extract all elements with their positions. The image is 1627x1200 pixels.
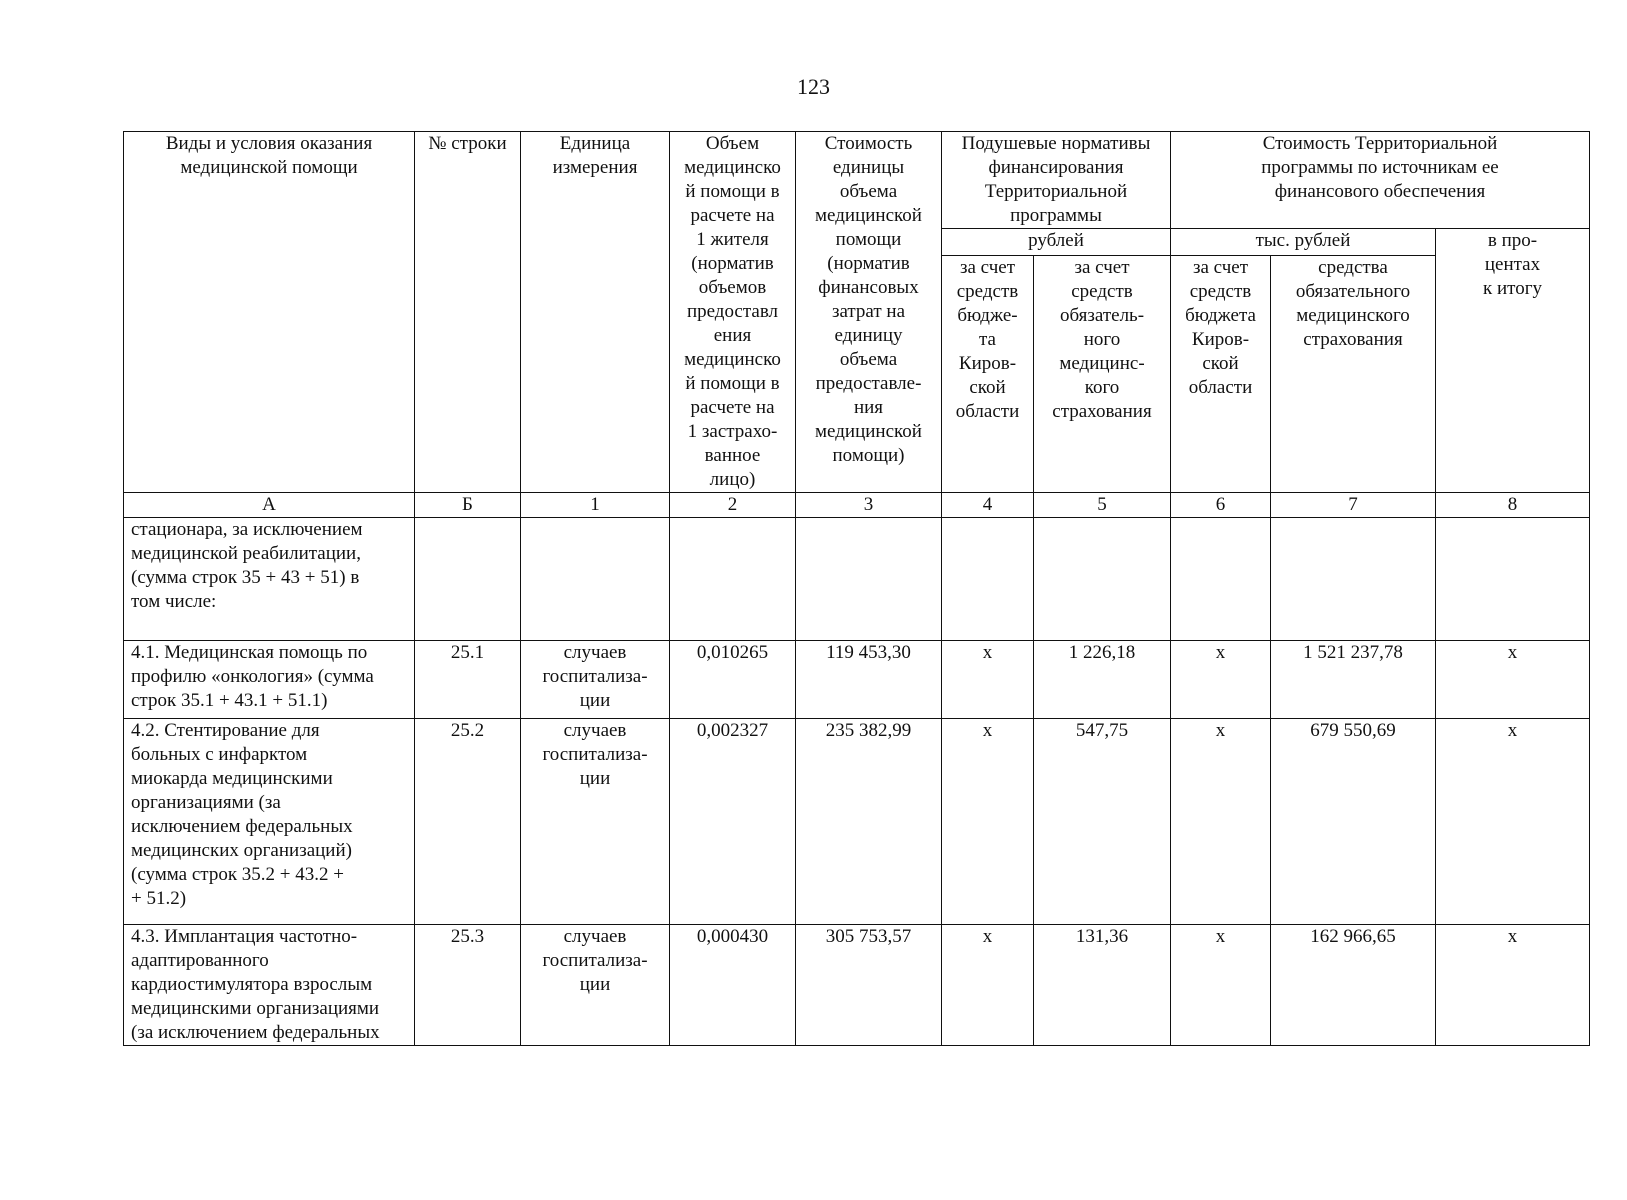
row-oms-per-capita: 131,36 [1034,925,1171,1046]
row-name: 4.3. Имплантация частотно- адаптированного кардиостимулятора взрослым медицинскими организациями (за исключением федеральных [124,925,415,1046]
row-unit-cost: 119 453,30 [796,641,942,719]
row-percent: х [1436,641,1590,719]
header-col-2: Объем медицинско й помощи в расчете на 1 жителя (норматив объемов предоставл ения медицинско й помощи в расчете на 1 застрахо- ванное лицо) [670,132,796,493]
row-unit-cost: 305 753,57 [796,925,942,1046]
column-letter: Б [415,493,521,518]
header-unit-thous-rub: тыс. рублей [1171,229,1436,256]
row-unit: случаев госпитализа- ции [521,641,670,719]
row-name: 4.1. Медицинская помощь по профилю «онкология» (сумма строк 35.1 + 43.1 + 51.1) [124,641,415,719]
row-oms-total: 162 966,65 [1271,925,1436,1046]
row-oms-per-capita: 1 226,18 [1034,641,1171,719]
header-col-3: Стоимость единицы объема медицинской помощи (норматив финансовых затрат на единицу объема предоставле- ния медицинской помощи) [796,132,942,493]
row-volume: 0,000430 [670,925,796,1046]
column-letter: 3 [796,493,942,518]
column-letter: А [124,493,415,518]
header-group-per-capita: Подушевые нормативы финансирования Территориальной программы [942,132,1171,229]
header-row-1 [124,132,1590,229]
header-col-b: № строки [415,132,521,493]
financing-table [123,131,1590,1046]
row-volume [670,518,796,641]
row-name: 4.2. Стентирование для больных с инфарктом миокарда медицинскими организациями (за исключением федеральных медицинских организаций) (сумма строк 35.2 + 43.2 + + 51.2) [124,719,415,925]
header-col-a: Виды и условия оказания медицинской помощи [124,132,415,493]
column-letter: 4 [942,493,1034,518]
row-number [415,518,521,641]
row-percent [1436,518,1590,641]
row-oms-per-capita: 547,75 [1034,719,1171,925]
row-oms-per-capita [1034,518,1171,641]
table-row [124,518,1590,641]
row-budget-per-capita: х [942,641,1034,719]
header-col-4: за счет средств бюдже- та Киров- ской области [942,256,1034,493]
row-number: 25.2 [415,719,521,925]
row-oms-total: 1 521 237,78 [1271,641,1436,719]
row-percent: х [1436,925,1590,1046]
table-row [124,641,1590,719]
row-name: стационара, за исключением медицинской реабилитации, (сумма строк 35 + 43 + 51) в том числе: [124,518,415,641]
column-letter: 8 [1436,493,1590,518]
column-letter: 6 [1171,493,1271,518]
row-budget-total: х [1171,719,1271,925]
column-letter: 7 [1271,493,1436,518]
row-budget-per-capita [942,518,1034,641]
header-unit-rub: рублей [942,229,1171,256]
row-oms-total: 679 550,69 [1271,719,1436,925]
row-number: 25.1 [415,641,521,719]
row-budget-total [1171,518,1271,641]
row-unit-cost [796,518,942,641]
header-group-cost: Стоимость Территориальной программы по источникам ее финансового обеспечения [1171,132,1590,229]
row-number: 25.3 [415,925,521,1046]
row-unit [521,518,670,641]
header-col-6: за счет средств бюджета Киров- ской области [1171,256,1271,493]
table-row [124,719,1590,925]
row-budget-per-capita: х [942,719,1034,925]
row-unit-cost: 235 382,99 [796,719,942,925]
header-col-5: за счет средств обязатель- ного медицинс- кого страхования [1034,256,1171,493]
header-col-1: Единица измерения [521,132,670,493]
row-budget-total: х [1171,641,1271,719]
column-letter: 2 [670,493,796,518]
column-letter: 1 [521,493,670,518]
row-budget-per-capita: х [942,925,1034,1046]
row-unit: случаев госпитализа- ции [521,925,670,1046]
row-unit: случаев госпитализа- ции [521,719,670,925]
row-budget-total: х [1171,925,1271,1046]
column-letter: 5 [1034,493,1171,518]
row-volume: 0,002327 [670,719,796,925]
column-letter-row [124,493,1590,518]
header-col-7: средства обязательного медицинского страхования [1271,256,1436,493]
table-row [124,925,1590,1046]
header-col-8: в про- центах к итогу [1436,229,1590,493]
page-number: 123 [797,74,830,99]
row-percent: х [1436,719,1590,925]
row-oms-total [1271,518,1436,641]
row-volume: 0,010265 [670,641,796,719]
